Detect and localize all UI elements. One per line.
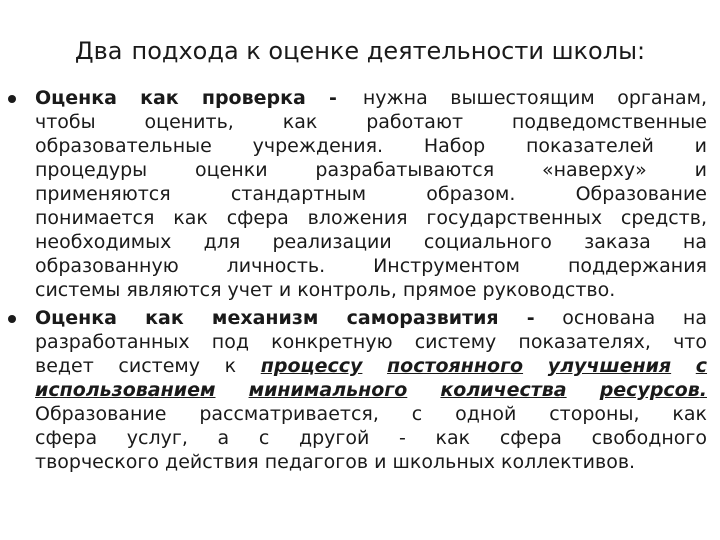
text-line: понимается как сфера вложения государственных средств,	[35, 207, 707, 229]
text-line: Образование рассматривается, с одной стороны, как	[35, 403, 707, 425]
emphasis-period: .	[699, 379, 707, 401]
text-line-part: ведет систему к	[35, 355, 237, 377]
slide-title	[0, 36, 720, 66]
bullet-lead: Оценка как механизм саморазвития -	[35, 307, 535, 329]
text-line-part: нужна вышестоящим органам,	[362, 87, 707, 109]
text-line: системы являются учет и контроль, прямое руководство.	[35, 279, 616, 301]
text-line-part: основана на	[562, 307, 707, 329]
text-line	[35, 354, 707, 378]
bullet-item-assessment-as-inspection	[0, 86, 720, 302]
bullet-list	[0, 86, 720, 478]
title-rest: подхода к оценке деятельности школы:	[131, 37, 646, 65]
text-line: процедуры оценки разрабатываются «наверху» и	[35, 159, 707, 181]
text-line	[35, 306, 707, 330]
emphasis-word: минимального	[248, 379, 408, 401]
bullet-item-assessment-as-self-development	[0, 306, 720, 474]
bullet-lead: Оценка как проверка -	[35, 87, 337, 109]
emphasis-word: процессу	[260, 355, 363, 377]
text-line	[35, 378, 707, 402]
text-line: необходимых для реализации социального заказа на	[35, 231, 707, 253]
emphasis-word: количества	[440, 379, 567, 401]
text-line: сфера услуг, а с другой - как сфера свободного	[35, 427, 707, 449]
text-line: применяются стандартным образом. Образование	[35, 183, 707, 205]
bullet-dot-icon	[8, 315, 16, 323]
text-line: разработанных под конкретную систему показателях, что	[35, 331, 707, 353]
text-line: образованную личность. Инструментом поддержания	[35, 255, 707, 277]
title-word-two: Два	[74, 37, 123, 65]
text-line: образовательные учреждения. Набор показателей и	[35, 135, 707, 157]
text-line	[35, 86, 707, 110]
bullet-text	[35, 306, 707, 474]
emphasis-word: постоянного	[387, 355, 524, 377]
bullet-text	[35, 86, 707, 302]
text-line: чтобы оценить, как работают подведомственные	[35, 111, 707, 133]
emphasis-word: с	[695, 355, 708, 377]
emphasis-word: использованием	[35, 379, 216, 401]
emphasis-word: ресурсов	[599, 379, 700, 401]
emphasis-word: улучшения	[547, 355, 672, 377]
text-line: творческого действия педагогов и школьных коллективов.	[35, 451, 636, 473]
bullet-dot-icon	[8, 95, 16, 103]
